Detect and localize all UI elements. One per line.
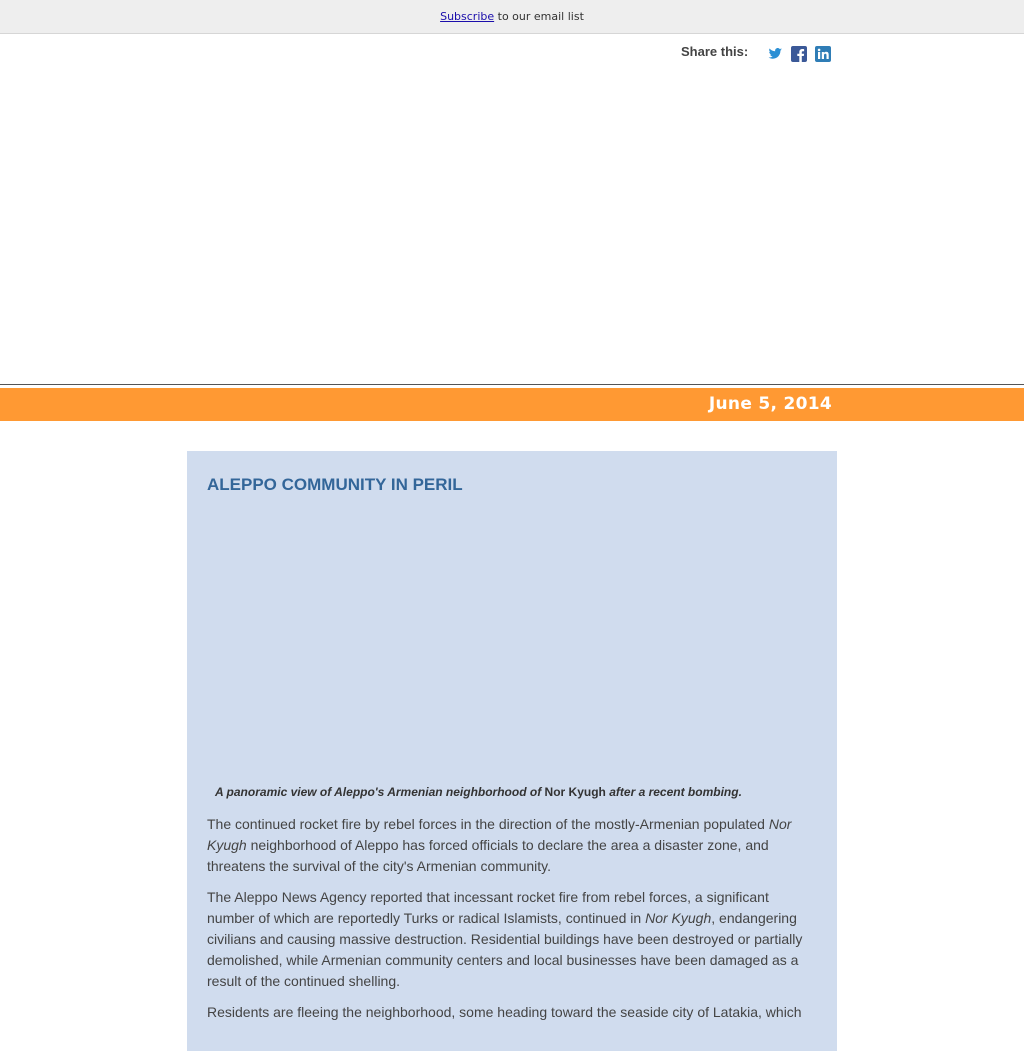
paragraph-2-text-end: , endangering civilians and causing massive destruction. Residential buildings have been destroyed or partially demolished, while Armenian community centers and local businesses have been damaged as a result of the continued shelling. [207, 910, 803, 989]
article-body [207, 814, 819, 1033]
date-band [0, 388, 1024, 421]
paragraph-2 [207, 887, 819, 992]
place-name: Nor Kyugh [645, 910, 712, 926]
subscribe-suffix: to our email list [494, 10, 584, 23]
caption-place: Nor Kyugh [544, 785, 606, 799]
paragraph-1 [207, 814, 819, 877]
article-photo [207, 511, 817, 776]
header-divider [0, 384, 1024, 385]
share-label: Share this: [681, 44, 749, 59]
paragraph-2-text: The Aleppo News Agency reported that incessant rocket fire from rebel forces, a significant number of which are reportedly Turks or radical Islamists, continued in [207, 889, 769, 926]
twitter-icon[interactable] [767, 46, 783, 62]
linkedin-icon[interactable] [815, 46, 831, 62]
caption-text: A panoramic view of Aleppo's Armenian neighborhood of [215, 785, 545, 799]
facebook-icon[interactable] [791, 46, 807, 62]
photo-caption [215, 785, 742, 799]
issue-date: June 5, 2014 [708, 394, 832, 414]
place-name: Nor Kyugh [207, 816, 792, 853]
paragraph-1-text-end: neighborhood of Aleppo has forced officials to declare the area a disaster zone, and threatens the survival of the city's Armenian community. [207, 837, 769, 874]
subscribe-bar [0, 0, 1024, 34]
article-card [187, 451, 837, 1051]
paragraph-3: Residents are fleeing the neighborhood, some heading toward the seaside city of Latakia, which [207, 1004, 802, 1020]
article-title: ALEPPO COMMUNITY IN PERIL [207, 475, 463, 494]
paragraph-1-text: The continued rocket fire by rebel forces in the direction of the mostly-Armenian populated [207, 816, 769, 832]
share-icons [767, 46, 831, 62]
caption-text-end: after a recent bombing. [605, 785, 742, 799]
subscribe-link[interactable]: Subscribe [440, 10, 495, 23]
